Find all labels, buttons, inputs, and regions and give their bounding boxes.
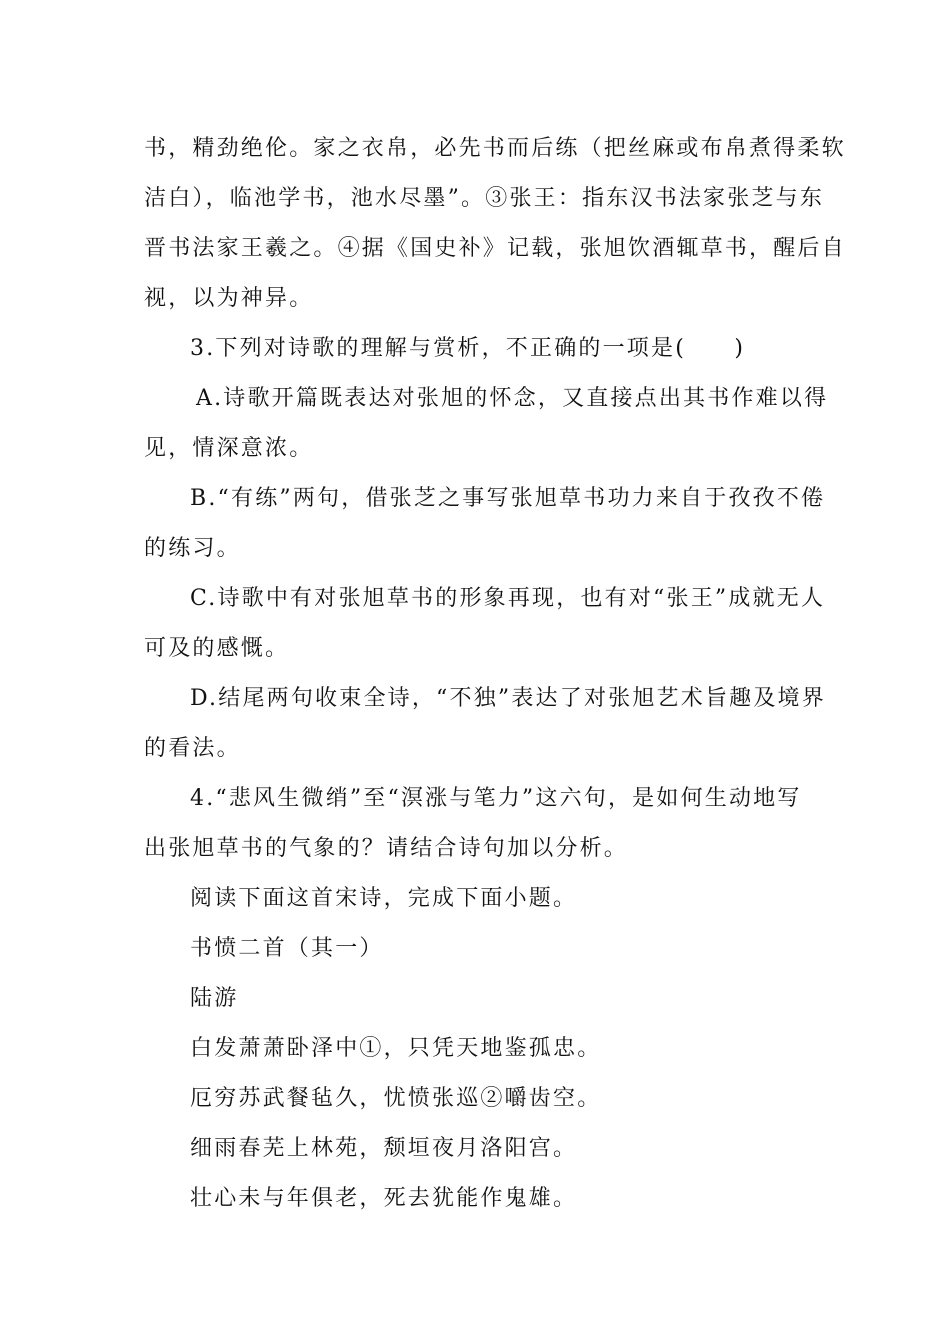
option-d-line-1: D.结尾两句收束全诗，“不独”表达了对张旭艺术旨趣及境界 <box>190 686 826 711</box>
option-d-line-2: 的看法。 <box>144 736 241 761</box>
option-a-line-2: 见，情深意浓。 <box>144 436 314 461</box>
poem-line-1: 白发萧萧卧泽中①，只凭天地鉴孤忠。 <box>190 1036 602 1061</box>
note-line-2: 洁白），临池学书，池水尽墨”。③张王：指东汉书法家张芝与东 <box>144 186 825 211</box>
option-c-line-2: 可及的感慨。 <box>144 636 290 661</box>
reading-instruction: 阅读下面这首宋诗，完成下面小题。 <box>190 886 578 911</box>
poem-line-4: 壮心未与年俱老，死去犹能作鬼雄。 <box>190 1186 578 1211</box>
note-line-1: 书，精劲绝伦。家之衣帛，必先书而后练（把丝麻或布帛煮得柔软 <box>144 136 846 161</box>
question-3: 3.下列对诗歌的理解与赏析，不正确的一项是( ) <box>190 336 746 361</box>
option-b-line-2: 的练习。 <box>144 536 241 561</box>
note-line-3: 晋书法家王羲之。④据《国史补》记载，张旭饮酒辄草书，醒后自 <box>144 236 846 261</box>
poem-title: 书愤二首（其一） <box>190 936 384 961</box>
note-line-4: 视，以为神异。 <box>144 286 314 311</box>
poem-line-3: 细雨春芜上林苑，颓垣夜月洛阳宫。 <box>190 1136 578 1161</box>
option-c-line-1: C.诗歌中有对张旭草书的形象再现，也有对“张王”成就无人 <box>190 586 826 611</box>
poem-line-2: 厄穷苏武餐毡久，忧愤张巡②嚼齿空。 <box>190 1086 602 1111</box>
option-b-line-1: B.“有练”两句，借张芝之事写张旭草书功力来自于孜孜不倦 <box>190 486 826 511</box>
poem-author: 陆游 <box>190 986 239 1011</box>
option-a-line-1: A.诗歌开篇既表达对张旭的怀念，又直接点出其书作难以得 <box>196 386 829 411</box>
question-4-line-2: 出张旭草书的气象的？请结合诗句加以分析。 <box>144 836 629 861</box>
question-4-line-1: 4.“悲风生微绡”至“溟涨与笔力”这六句，是如何生动地写 <box>190 786 802 811</box>
